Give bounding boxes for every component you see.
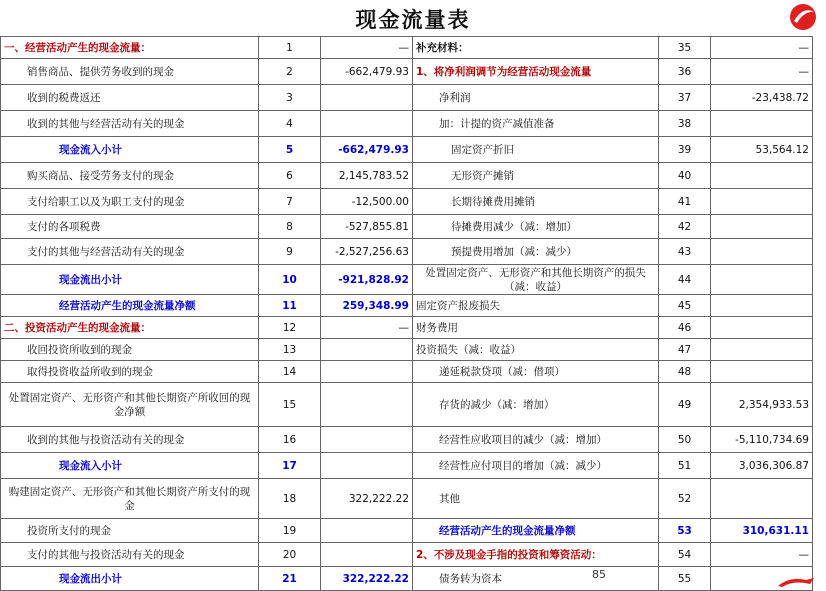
left-line-number: 6	[259, 163, 321, 189]
right-item-label: 债务转为资本	[413, 567, 659, 591]
table-row	[1, 383, 813, 427]
right-item-label: 加：计提的资产减值准备	[413, 111, 659, 137]
right-amount: 53,564.12	[711, 137, 813, 163]
table-row	[1, 189, 813, 215]
right-line-number: 36	[659, 59, 711, 85]
right-item-label: 待摊费用减少（减：增加）	[413, 215, 659, 239]
table-row	[1, 37, 813, 59]
left-line-number: 8	[259, 215, 321, 239]
brand-logo-icon	[788, 2, 818, 32]
page-number: 85	[592, 568, 606, 581]
right-item-label: 净利润	[413, 85, 659, 111]
left-item-label: 现金流入小计	[1, 137, 259, 163]
table-row	[1, 163, 813, 189]
table-row	[1, 59, 813, 85]
right-item-label: 递延税款贷项（减：借项）	[413, 361, 659, 383]
left-amount: 322,222.22	[321, 479, 413, 519]
left-item-label: 现金流出小计	[1, 567, 259, 591]
left-amount: 322,222.22	[321, 567, 413, 591]
left-item-label: 经营活动产生的现金流量净额	[1, 295, 259, 317]
right-amount: 310,631.11	[711, 519, 813, 543]
right-line-number: 47	[659, 339, 711, 361]
left-amount	[321, 519, 413, 543]
right-item-label: 补充材料：	[413, 37, 659, 59]
left-line-number: 5	[259, 137, 321, 163]
right-line-number: 51	[659, 453, 711, 479]
right-item-label: 财务费用	[413, 317, 659, 339]
left-amount: —	[321, 317, 413, 339]
left-item-label: 收到的税费返还	[1, 85, 259, 111]
left-item-label: 处置固定资产、无形资产和其他长期资产所收回的现金净额	[1, 383, 259, 427]
right-line-number: 38	[659, 111, 711, 137]
right-amount: —	[711, 543, 813, 567]
right-item-label: 经营性应付项目的增加（减：减少）	[413, 453, 659, 479]
cash-flow-table	[0, 36, 813, 591]
right-item-label: 固定资产折旧	[413, 137, 659, 163]
left-line-number: 11	[259, 295, 321, 317]
right-item-label: 2、不涉及现金手指的投资和筹资活动：	[413, 543, 659, 567]
left-amount: -12,500.00	[321, 189, 413, 215]
left-amount	[321, 361, 413, 383]
left-line-number: 7	[259, 189, 321, 215]
left-line-number: 3	[259, 85, 321, 111]
left-line-number: 9	[259, 239, 321, 265]
right-line-number: 53	[659, 519, 711, 543]
table-row	[1, 339, 813, 361]
left-item-label: 收到的其他与投资活动有关的现金	[1, 427, 259, 453]
left-amount: -527,855.81	[321, 215, 413, 239]
right-amount	[711, 111, 813, 137]
right-line-number: 52	[659, 479, 711, 519]
right-line-number: 50	[659, 427, 711, 453]
left-line-number: 14	[259, 361, 321, 383]
table-row	[1, 519, 813, 543]
right-item-label: 存货的减少（减：增加）	[413, 383, 659, 427]
right-item-label: 长期待摊费用摊销	[413, 189, 659, 215]
right-amount	[711, 215, 813, 239]
right-line-number: 54	[659, 543, 711, 567]
left-amount: 2,145,783.52	[321, 163, 413, 189]
left-item-label: 购建固定资产、无形资产和其他长期资产所支付的现金	[1, 479, 259, 519]
page-title: 现金流量表	[355, 8, 471, 32]
table-row	[1, 137, 813, 163]
table-row	[1, 111, 813, 137]
left-item-label: 销售商品、提供劳务收到的现金	[1, 59, 259, 85]
table-row	[1, 239, 813, 265]
left-amount	[321, 453, 413, 479]
left-item-label: 取得投资收益所收到的现金	[1, 361, 259, 383]
right-line-number: 37	[659, 85, 711, 111]
left-item-label: 投资所支付的现金	[1, 519, 259, 543]
right-amount	[711, 479, 813, 519]
right-item-label: 无形资产摊销	[413, 163, 659, 189]
table-row	[1, 317, 813, 339]
table-row	[1, 543, 813, 567]
right-item-label: 投资损失（减：收益）	[413, 339, 659, 361]
left-line-number: 19	[259, 519, 321, 543]
right-amount	[711, 239, 813, 265]
left-item-label: 收回投资所收到的现金	[1, 339, 259, 361]
right-line-number: 40	[659, 163, 711, 189]
right-line-number: 35	[659, 37, 711, 59]
right-amount: 2,354,933.53	[711, 383, 813, 427]
right-item-label: 其他	[413, 479, 659, 519]
left-line-number: 1	[259, 37, 321, 59]
left-item-label: 收到的其他与经营活动有关的现金	[1, 111, 259, 137]
right-line-number: 48	[659, 361, 711, 383]
right-line-number: 49	[659, 383, 711, 427]
left-item-label: 支付的各项税费	[1, 215, 259, 239]
table-row	[1, 295, 813, 317]
left-item-label: 二、投资活动产生的现金流量：	[1, 317, 259, 339]
left-amount: -921,828.92	[321, 265, 413, 295]
left-amount	[321, 427, 413, 453]
table-row	[1, 567, 813, 591]
left-amount: —	[321, 37, 413, 59]
right-item-label: 固定资产报废损失	[413, 295, 659, 317]
right-amount	[711, 339, 813, 361]
table-row	[1, 479, 813, 519]
left-line-number: 21	[259, 567, 321, 591]
left-amount: 259,348.99	[321, 295, 413, 317]
right-amount: -5,110,734.69	[711, 427, 813, 453]
left-line-number: 12	[259, 317, 321, 339]
right-line-number: 45	[659, 295, 711, 317]
right-line-number: 41	[659, 189, 711, 215]
right-line-number: 55	[659, 567, 711, 591]
right-line-number: 43	[659, 239, 711, 265]
right-amount: 3,036,306.87	[711, 453, 813, 479]
right-amount: —	[711, 59, 813, 85]
right-line-number: 39	[659, 137, 711, 163]
left-item-label: 支付给职工以及为职工支付的现金	[1, 189, 259, 215]
left-line-number: 4	[259, 111, 321, 137]
table-row	[1, 265, 813, 295]
left-amount	[321, 85, 413, 111]
left-item-label: 支付的其他与投资活动有关的现金	[1, 543, 259, 567]
left-amount: -662,479.93	[321, 59, 413, 85]
corner-logo-icon	[776, 574, 816, 588]
right-item-label: 经营性应收项目的减少（减：增加）	[413, 427, 659, 453]
table-row	[1, 361, 813, 383]
left-item-label: 购买商品、接受劳务支付的现金	[1, 163, 259, 189]
right-amount	[711, 295, 813, 317]
table-row	[1, 215, 813, 239]
left-item-label: 现金流出小计	[1, 265, 259, 295]
left-item-label: 一、经营活动产生的现金流量：	[1, 37, 259, 59]
left-line-number: 13	[259, 339, 321, 361]
left-line-number: 18	[259, 479, 321, 519]
right-item-label: 经营活动产生的现金流量净额	[413, 519, 659, 543]
table-row	[1, 427, 813, 453]
left-line-number: 10	[259, 265, 321, 295]
cash-flow-sheet	[0, 36, 812, 591]
right-line-number: 44	[659, 265, 711, 295]
left-item-label: 支付的其他与经营活动有关的现金	[1, 239, 259, 265]
left-line-number: 17	[259, 453, 321, 479]
left-amount	[321, 111, 413, 137]
right-amount	[711, 361, 813, 383]
right-amount	[711, 189, 813, 215]
right-amount	[711, 317, 813, 339]
right-line-number: 46	[659, 317, 711, 339]
right-item-label: 预提费用增加（减：减少）	[413, 239, 659, 265]
left-amount: -662,479.93	[321, 137, 413, 163]
left-item-label: 现金流入小计	[1, 453, 259, 479]
right-amount	[711, 163, 813, 189]
left-line-number: 16	[259, 427, 321, 453]
left-line-number: 20	[259, 543, 321, 567]
right-item-label: 1、将净利润调节为经营活动现金流量	[413, 59, 659, 85]
right-amount: —	[711, 37, 813, 59]
table-row	[1, 85, 813, 111]
left-line-number: 2	[259, 59, 321, 85]
table-row	[1, 453, 813, 479]
right-item-label: 处置固定资产、无形资产和其他长期资产的损失（减：收益）	[413, 265, 659, 295]
right-amount: -23,438.72	[711, 85, 813, 111]
left-amount	[321, 543, 413, 567]
left-line-number: 15	[259, 383, 321, 427]
left-amount: -2,527,256.63	[321, 239, 413, 265]
right-line-number: 42	[659, 215, 711, 239]
left-amount	[321, 339, 413, 361]
left-amount	[321, 383, 413, 427]
right-amount	[711, 265, 813, 295]
